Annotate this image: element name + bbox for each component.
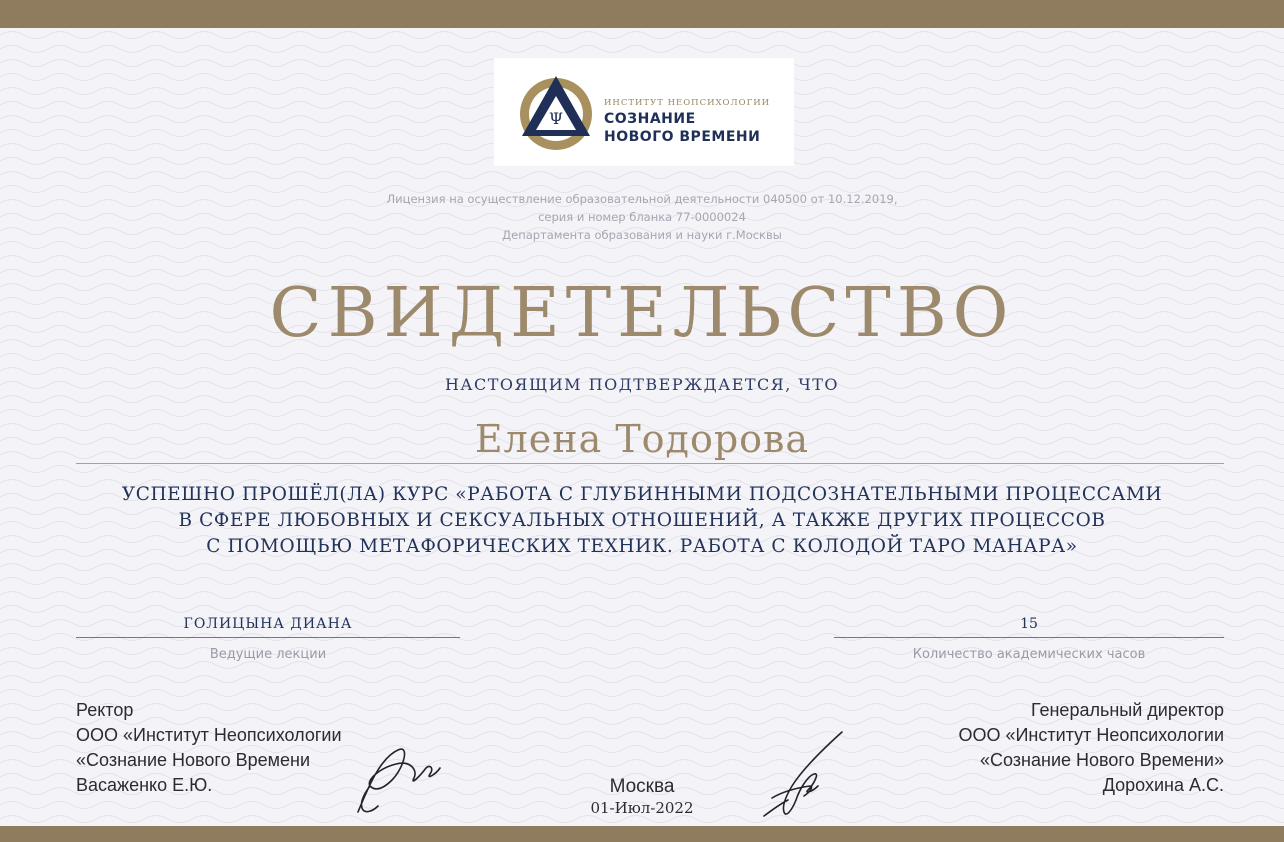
rector-name: Васаженко Е.Ю.: [76, 775, 213, 795]
lecturer-caption: Ведущие лекции: [209, 647, 327, 662]
course-line-2: В СФЕРЕ ЛЮБОВНЫХ И СЕКСУАЛЬНЫХ ОТНОШЕНИЙ, А ТАКЖЕ ДРУГИХ ПРОЦЕССОВ: [178, 510, 1106, 531]
hours-caption: Количество академических часов: [912, 647, 1146, 662]
rector-org-line-1: ООО «Институт Неопсихологии: [76, 725, 342, 745]
rector-block: [76, 698, 342, 798]
rector-org-line-2: «Сознание Нового Времени: [76, 750, 310, 770]
rector-role: Ректор: [76, 700, 134, 720]
hours-value: 15: [1020, 616, 1038, 632]
director-signature: [752, 726, 852, 822]
license-line-3: Департамента образования и науки г.Москвы: [502, 228, 782, 242]
logo-name-line-2: НОВОГО ВРЕМЕНИ: [604, 129, 761, 145]
license-line-2: серия и номер бланка 77-0000024: [538, 210, 746, 224]
director-role: Генеральный директор: [1030, 700, 1224, 720]
bottom-border-band: [0, 826, 1284, 842]
logo-name-line-1: СОЗНАНИЕ: [604, 111, 696, 127]
lecturer-name: ГОЛИЦЫНА ДИАНА: [183, 616, 353, 632]
recipient-name: Елена Тодорова: [474, 417, 810, 461]
svg-text:Ψ: Ψ: [548, 109, 564, 128]
issue-date: 01-Июл-2022: [590, 799, 694, 817]
course-line-1: УСПЕШНО ПРОШЁЛ(ЛА) КУРС «РАБОТА С ГЛУБИННЫМИ ПОДСОЗНАТЕЛЬНЫМИ ПРОЦЕССАМИ: [121, 484, 1163, 505]
course-line-3: С ПОМОЩЬЮ МЕТАФОРИЧЕСКИХ ТЕХНИК. РАБОТА С КОЛОДОЙ ТАРО МАНАРА»: [206, 536, 1078, 557]
director-org-line-2: «Сознание Нового Времени»: [979, 750, 1224, 770]
logo-institute-label: ИНСТИТУТ НЕОПСИХОЛОГИИ: [604, 98, 771, 108]
lecturer-underline: [76, 637, 460, 638]
director-name: Дорохина А.С.: [1102, 775, 1224, 795]
issue-city: Москва: [609, 776, 675, 797]
director-block: [958, 698, 1224, 798]
certificate-subtitle: НАСТОЯЩИМ ПОДТВЕРЖДАЕТСЯ, ЧТО: [444, 375, 840, 394]
license-line-1: Лицензия на осуществление образовательной деятельности 040500 от 10.12.2019,: [386, 192, 898, 206]
recipient-underline: [76, 463, 1224, 464]
logo: [494, 58, 794, 166]
top-border-band: [0, 0, 1284, 28]
hours-underline: [834, 637, 1224, 638]
rector-signature: [340, 728, 450, 820]
psi-triangle-ring-logo-icon: [516, 72, 596, 152]
director-org-line-1: ООО «Институт Неопсихологии: [958, 725, 1224, 745]
certificate-title: СВИДЕТЕЛЬСТВО: [269, 274, 1015, 353]
